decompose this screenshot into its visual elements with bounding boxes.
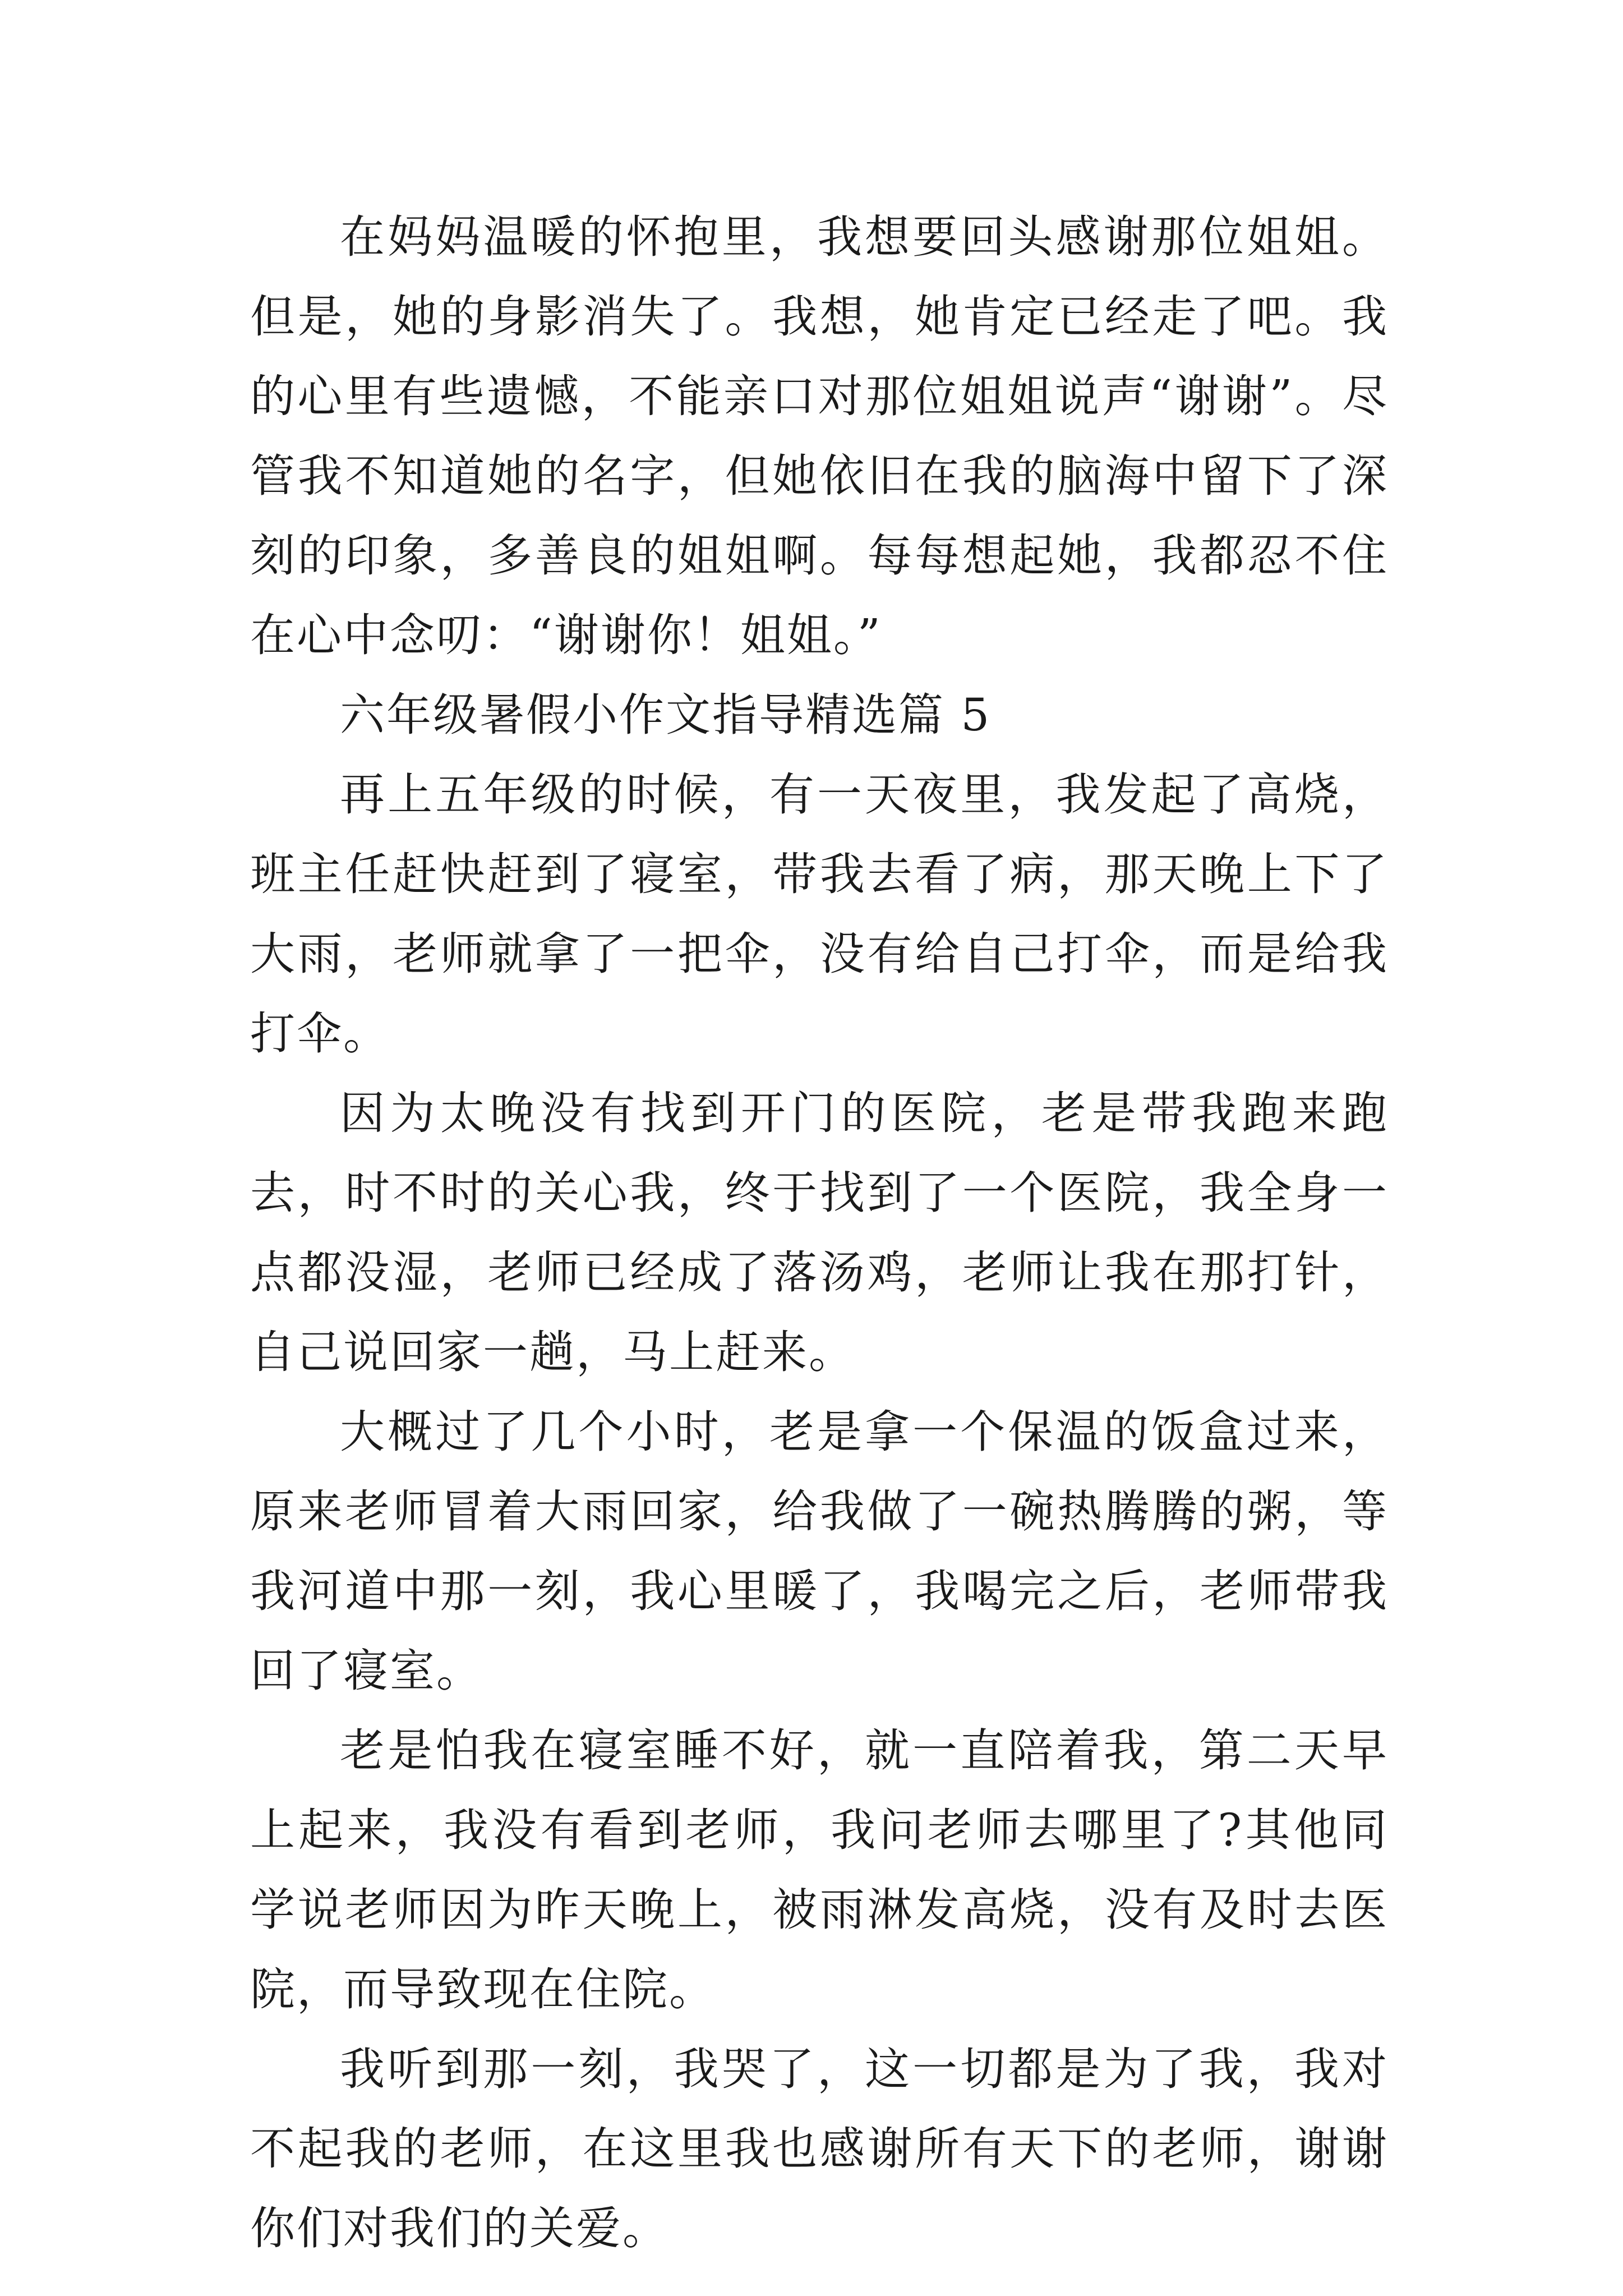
paragraph-1: 在妈妈温暖的怀抱里，我想要回头感谢那位姐姐。但是，她的身影消失了。我想，她肯定已经走了吧。我的心里有些遗憾，不能亲口对那位姐姐说声“谢谢”。尽管我不知道她的名字，但她依旧在我的脑海中留下了深刻的印象，多善良的姐姐啊。每每想起她，我都忍不住在心中念叨：“谢谢你！姐姐。”: [250, 211, 1389, 661]
paragraph-2: 再上五年级的时候，有一天夜里，我发起了高烧，班主任赶快赶到了寝室，带我去看了病，那天晚上下了大雨，老师就拿了一把伞，没有给自己打伞，而是给我打伞。: [250, 769, 1389, 1060]
paragraph-3: 因为太晚没有找到开门的医院，老是带我跑来跑去，时不时的关心我，终于找到了一个医院，我全身一点都没湿，老师已经成了落汤鸡，老师让我在那打针，自己说回家一趟，马上赶来。: [250, 1087, 1389, 1378]
paragraph-4: 大概过了几个小时，老是拿一个保温的饭盒过来，原来老师冒着大雨回家，给我做了一碗热腾腾的粥，等我河道中那一刻，我心里暖了，我喝完之后，老师带我回了寝室。: [250, 1406, 1389, 1697]
section-heading: 六年级暑假小作文指导精选篇 5: [340, 689, 992, 741]
paragraph-5: 老是怕我在寝室睡不好，就一直陪着我，第二天早上起来，我没有看到老师，我问老师去哪里了?其他同学说老师因为昨天晚上，被雨淋发高烧，没有及时去医院，而导致现在住院。: [250, 1724, 1389, 2016]
document-body: [250, 197, 1389, 2269]
paragraph-6: 我听到那一刻，我哭了，这一切都是为了我，我对不起我的老师，在这里我也感谢所有天下的老师，谢谢你们对我们的关爱。: [250, 2043, 1389, 2254]
